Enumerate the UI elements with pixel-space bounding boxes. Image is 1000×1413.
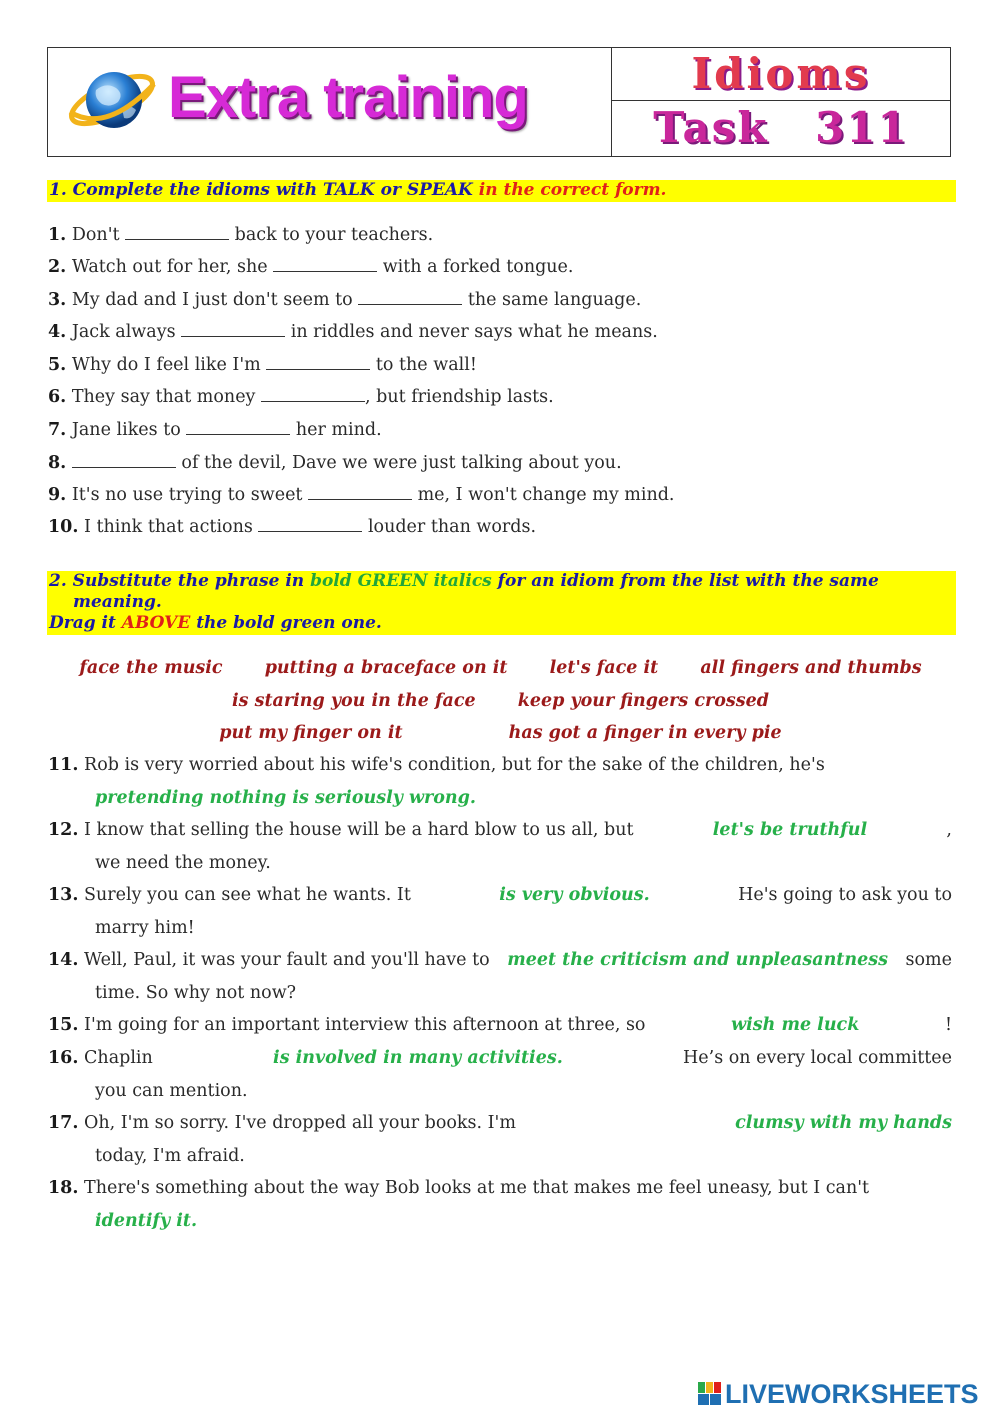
exercise1-item bbox=[48, 451, 622, 475]
section1-instruction-text: 1. Complete the idioms with TALK or SPEAK bbox=[49, 180, 479, 200]
section2-instruction bbox=[47, 571, 956, 635]
item-text: Surely you can see what he wants. It bbox=[84, 885, 411, 905]
brand-title: Extra training bbox=[168, 65, 528, 130]
item-text: we need the money. bbox=[95, 852, 271, 873]
item-text-before: I think that actions bbox=[84, 517, 259, 537]
item-number: 14. bbox=[48, 950, 79, 970]
answer-blank[interactable] bbox=[258, 517, 362, 532]
item-number: 2. bbox=[48, 257, 67, 277]
item-text-after: the same language. bbox=[462, 290, 642, 310]
item-line-2 bbox=[48, 782, 952, 815]
answer-blank[interactable] bbox=[186, 420, 290, 435]
item-line-2 bbox=[48, 847, 952, 880]
item-line-1 bbox=[48, 1009, 952, 1042]
item-number: 6. bbox=[48, 387, 67, 407]
item-lead bbox=[48, 1107, 516, 1140]
section1-instruction bbox=[47, 180, 956, 202]
item-text-before: Jack always bbox=[71, 322, 182, 342]
item-number: 17. bbox=[48, 1113, 79, 1133]
exercise1-item bbox=[48, 515, 536, 539]
item-line-1 bbox=[48, 879, 952, 912]
liveworksheets-logo-text: LIVEWORKSHEETS bbox=[725, 1378, 979, 1409]
word-bank-item[interactable]: putting a braceface on it bbox=[264, 658, 508, 678]
answer-blank[interactable] bbox=[308, 485, 412, 500]
item-text-before: My dad and I just don't seem to bbox=[71, 290, 359, 310]
word-bank-item[interactable]: put my finger on it bbox=[219, 723, 403, 743]
answer-blank[interactable] bbox=[358, 290, 462, 305]
item-line-1 bbox=[48, 1042, 952, 1075]
item-number: 4. bbox=[48, 322, 67, 342]
green-phrase[interactable]: is very obvious. bbox=[499, 885, 650, 905]
section2-text-green: bold GREEN italics bbox=[310, 571, 492, 591]
green-phrase[interactable]: let's be truthful bbox=[712, 820, 868, 840]
word-bank-row-1 bbox=[47, 656, 954, 680]
word-bank-item[interactable]: has got a finger in every pie bbox=[508, 723, 782, 743]
item-text-after: me, I won't change my mind. bbox=[412, 485, 675, 505]
answer-blank[interactable] bbox=[273, 257, 377, 272]
answer-blank[interactable] bbox=[266, 355, 370, 370]
item-text-before: They say that money bbox=[71, 387, 262, 407]
green-phrase[interactable]: meet the criticism and unpleasantness bbox=[507, 950, 888, 970]
item-lead bbox=[48, 1009, 645, 1042]
item-line-1 bbox=[48, 944, 952, 977]
item-number: 12. bbox=[48, 820, 79, 840]
task-cell bbox=[612, 101, 950, 156]
item-line-2 bbox=[48, 1205, 952, 1238]
exercise2-item bbox=[48, 879, 952, 944]
item-text: Well, Paul, it was your fault and you'll have to bbox=[84, 950, 490, 970]
exercise2-item bbox=[48, 1172, 952, 1237]
item-number: 10. bbox=[48, 517, 79, 537]
item-lead bbox=[48, 944, 490, 977]
answer-blank[interactable] bbox=[125, 225, 229, 240]
task-label: Task 311 bbox=[653, 103, 909, 152]
section2-text-red: ABOVE bbox=[121, 613, 191, 633]
green-phrase[interactable]: pretending nothing is seriously wrong. bbox=[95, 787, 476, 808]
item-line-2 bbox=[48, 1140, 952, 1173]
item-text: I know that selling the house will be a hard blow to us all, but bbox=[84, 820, 634, 840]
topic-title: Idioms bbox=[691, 49, 871, 98]
item-line-1 bbox=[48, 814, 952, 847]
item-text: today, I'm afraid. bbox=[95, 1145, 245, 1166]
exercise2-item bbox=[48, 749, 952, 814]
item-text-end: ! bbox=[944, 1015, 952, 1035]
green-phrase[interactable]: wish me luck bbox=[731, 1015, 860, 1035]
section1-instruction-red: in the correct form. bbox=[478, 180, 667, 200]
exercise1-item bbox=[48, 288, 641, 312]
item-text-before: Why do I feel like I'm bbox=[71, 355, 267, 375]
section2-text-c: Drag it bbox=[49, 613, 122, 633]
item-number: 5. bbox=[48, 355, 67, 375]
item-text-before: Watch out for her, she bbox=[71, 257, 274, 277]
word-bank-item[interactable]: is staring you in the face bbox=[232, 691, 476, 711]
item-number: 18. bbox=[48, 1178, 79, 1198]
item-text-after: in riddles and never says what he means. bbox=[285, 322, 658, 342]
item-text-after: with a forked tongue. bbox=[377, 257, 574, 277]
item-line-1 bbox=[48, 1172, 952, 1205]
header-brand-cell bbox=[48, 48, 612, 156]
item-text-after: her mind. bbox=[290, 420, 382, 440]
item-number: 3. bbox=[48, 290, 67, 310]
exercise2-item bbox=[48, 1042, 952, 1107]
item-text-end: He's going to ask you to bbox=[738, 885, 952, 905]
liveworksheets-badge-icon bbox=[698, 1382, 722, 1406]
item-line-2 bbox=[48, 912, 952, 945]
item-text-after: back to your teachers. bbox=[229, 225, 434, 245]
word-bank-item[interactable]: face the music bbox=[79, 658, 223, 678]
exercise2-item bbox=[48, 814, 952, 879]
item-text-end: some bbox=[905, 950, 952, 970]
green-phrase[interactable]: identify it. bbox=[95, 1210, 198, 1231]
item-lead bbox=[48, 879, 411, 912]
item-line-1 bbox=[48, 749, 952, 782]
topic-cell bbox=[612, 48, 950, 101]
item-lead bbox=[48, 1042, 153, 1075]
exercise1-item bbox=[48, 255, 573, 279]
word-bank-row-3 bbox=[47, 721, 954, 745]
exercise2-item bbox=[48, 1107, 952, 1172]
answer-blank[interactable] bbox=[181, 322, 285, 337]
globe-icon bbox=[66, 64, 158, 136]
item-text: Chaplin bbox=[84, 1048, 153, 1068]
green-phrase[interactable]: clumsy with my hands bbox=[735, 1113, 952, 1133]
item-line-2 bbox=[48, 1075, 952, 1108]
item-text: time. So why not now? bbox=[95, 982, 297, 1003]
section2-text-line2: meaning. bbox=[73, 592, 162, 612]
item-text-before: Don't bbox=[71, 225, 126, 245]
item-text: marry him! bbox=[95, 917, 195, 938]
item-text-before: It's no use trying to sweet bbox=[71, 485, 309, 505]
word-bank-item[interactable]: all fingers and thumbs bbox=[700, 658, 922, 678]
item-number: 13. bbox=[48, 885, 79, 905]
item-text-before: Jane likes to bbox=[71, 420, 187, 440]
answer-blank[interactable] bbox=[72, 453, 176, 468]
item-lead bbox=[48, 1172, 869, 1205]
word-bank-item[interactable]: keep your fingers crossed bbox=[517, 691, 769, 711]
word-bank-row-2 bbox=[47, 689, 954, 713]
section2-text-a: 2. Substitute the phrase in bbox=[49, 571, 311, 591]
item-number: 15. bbox=[48, 1015, 79, 1035]
item-text: There's something about the way Bob looks at me that makes me feel uneasy, but I can't bbox=[84, 1178, 870, 1198]
item-lead bbox=[48, 749, 825, 782]
liveworksheets-logo bbox=[698, 1380, 979, 1408]
item-text-after: of the devil, Dave we were just talking about you. bbox=[175, 453, 622, 473]
item-text-end: He’s on every local committee bbox=[683, 1048, 952, 1068]
exercise2-item bbox=[48, 1009, 952, 1042]
item-number: 1. bbox=[48, 225, 67, 245]
section2-text-d: the bold green one. bbox=[190, 613, 382, 633]
item-number: 8. bbox=[48, 453, 67, 473]
exercise1-item bbox=[48, 353, 477, 377]
item-text: I'm going for an important interview this afternoon at three, so bbox=[84, 1015, 646, 1035]
item-text: Rob is very worried about his wife's condition, but for the sake of the children, he's bbox=[84, 755, 825, 775]
item-text-end: , bbox=[946, 820, 952, 840]
header-table bbox=[47, 47, 951, 157]
green-phrase[interactable]: is involved in many activities. bbox=[273, 1048, 563, 1068]
item-text-after: louder than words. bbox=[362, 517, 537, 537]
exercise1-item bbox=[48, 223, 433, 247]
exercise1-item bbox=[48, 483, 675, 507]
word-bank-item[interactable]: let's face it bbox=[549, 658, 659, 678]
item-line-1 bbox=[48, 1107, 952, 1140]
item-number: 16. bbox=[48, 1048, 79, 1068]
exercise2-item bbox=[48, 944, 952, 1009]
item-text-after: , but friendship lasts. bbox=[365, 387, 554, 407]
item-text: Oh, I'm so sorry. I've dropped all your books. I'm bbox=[84, 1113, 516, 1133]
item-number: 7. bbox=[48, 420, 67, 440]
exercise1-item bbox=[48, 385, 554, 409]
item-text: you can mention. bbox=[95, 1080, 248, 1101]
exercise1-item bbox=[48, 320, 658, 344]
item-number: 11. bbox=[48, 755, 79, 775]
exercise1-item bbox=[48, 418, 382, 442]
item-text-after: to the wall! bbox=[370, 355, 477, 375]
item-number: 9. bbox=[48, 485, 67, 505]
section2-text-b: for an idiom from the list with the same bbox=[491, 571, 879, 591]
item-line-2 bbox=[48, 977, 952, 1010]
answer-blank[interactable] bbox=[261, 387, 365, 402]
item-lead bbox=[48, 814, 634, 847]
